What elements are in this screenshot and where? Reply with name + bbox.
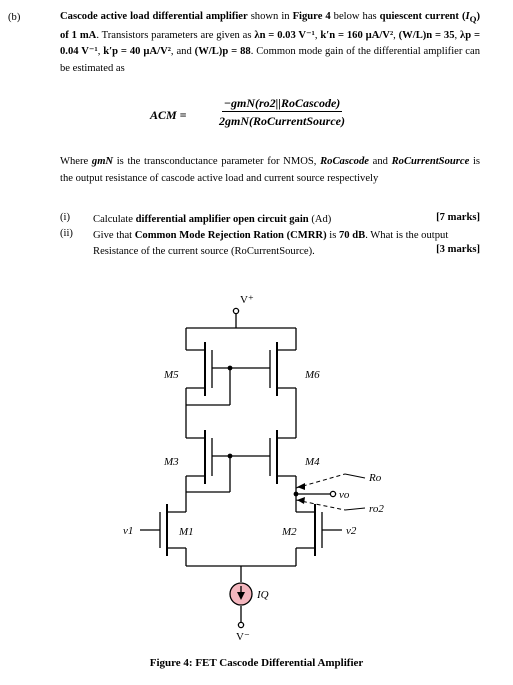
q2-pre: Give that: [93, 230, 135, 241]
kn: k′n = 160 µA/V²: [320, 29, 394, 41]
vplus-terminal: [233, 308, 238, 313]
vo-label: vo: [339, 489, 350, 501]
iq-symbol: I: [465, 11, 470, 22]
m5-label: M5: [164, 369, 179, 381]
intro-text-2: below has: [330, 11, 380, 22]
equation-numerator: −gmN(ro2||RoCascode): [223, 96, 341, 110]
wl-p: (W/L)p = 88: [194, 46, 251, 58]
lambda-p: λp = 0.04 V⁻¹: [60, 29, 481, 58]
m1-label: M1: [179, 526, 194, 538]
ro-currentsource-symbol: RoCurrentSource: [391, 156, 470, 167]
v1-label: v1: [123, 525, 134, 537]
vplus-label: V⁺: [240, 294, 254, 306]
where-text-4: is the output resistance of cascode active load and current source respectively: [60, 156, 481, 184]
q2-bold: Common Mode Rejection Ration (CMRR): [134, 230, 327, 241]
m2-label: M2: [282, 526, 297, 538]
question-1-marks: [7 marks]: [436, 212, 480, 223]
where-text-1: Where: [60, 156, 89, 167]
ro-arrowhead: [297, 483, 305, 490]
where-text-3: and: [372, 156, 388, 167]
junction-dot: [228, 454, 233, 459]
gmn-symbol: gmN: [91, 156, 114, 167]
vo-terminal: [330, 491, 335, 496]
lambda-n: λn = 0.03 V⁻¹: [254, 29, 315, 41]
q2-post: . What is the output Resistance of the current source (RoCurrentSource).: [93, 230, 449, 257]
ro-label: Ro: [369, 472, 382, 484]
vminus-terminal: [238, 622, 243, 627]
q1-pre: Calculate: [93, 214, 136, 225]
intro-text-1: shown in: [247, 11, 293, 22]
part-label: (b): [8, 12, 21, 23]
q1-post: (Ad): [308, 214, 332, 225]
m6-label: M6: [305, 369, 320, 381]
wl-n: (W/L)n = 35: [398, 29, 455, 41]
iq-value: ) of 1 mA: [60, 11, 481, 41]
intro-paragraph: Cascode active load differential amplifier shown in Figure 4 below has quiescent current $(I_Q)$ of 1 mA. Transistors parameters are given as λn = 0.03 V⁻¹, k′n = 160 µA/V², (W/L)n = 35, λp = 0.04 V⁻¹, k′p = 40 µA/V², and (W/L)p = 88. Common mode gain of the differential amplifier can be estimated as: [60, 11, 481, 74]
intro-text-4: . Common mode gain of the differential amplifier can be estimated as: [60, 46, 480, 74]
equation-denominator: 2gmN(RoCurrentSource): [218, 114, 346, 128]
where-text-2: is the transconductance parameter for NMOS,: [116, 156, 317, 167]
junction-dot: [294, 492, 299, 497]
question-2-marks: [3 marks]: [436, 244, 480, 255]
m3-label: M3: [164, 456, 179, 468]
q2-mid: is: [326, 230, 339, 241]
figure-ref: Figure 4: [292, 11, 331, 22]
q1-bold: differential amplifier open circuit gain: [135, 214, 309, 225]
m4-label: M4: [305, 456, 320, 468]
kp: k′p = 40 µA/V²: [103, 46, 171, 58]
question-2-number: (ii): [60, 228, 73, 239]
equation-lhs: ACM =: [150, 108, 187, 122]
question-1-number: (i): [60, 212, 70, 223]
junction-dot: [228, 366, 233, 371]
ro-cascode-symbol: RoCascode: [320, 156, 369, 167]
intro-text-3: . Transistors parameters are given as: [96, 29, 255, 41]
iq-label: IQ: [257, 589, 269, 601]
figure-caption: Figure 4: FET Cascode Differential Amplifier: [149, 657, 364, 669]
quiescent-label: quiescent current (: [379, 11, 466, 22]
ro2-arrowhead: [297, 497, 305, 504]
intro-title: Cascode active load differential amplifier: [60, 11, 248, 22]
v2-label: v2: [346, 525, 357, 537]
q2-bold2: 70 dB: [338, 230, 366, 241]
vminus-label: V⁻: [236, 631, 250, 643]
iq-sub: Q: [469, 14, 477, 25]
ro2-label: ro2: [369, 503, 384, 515]
